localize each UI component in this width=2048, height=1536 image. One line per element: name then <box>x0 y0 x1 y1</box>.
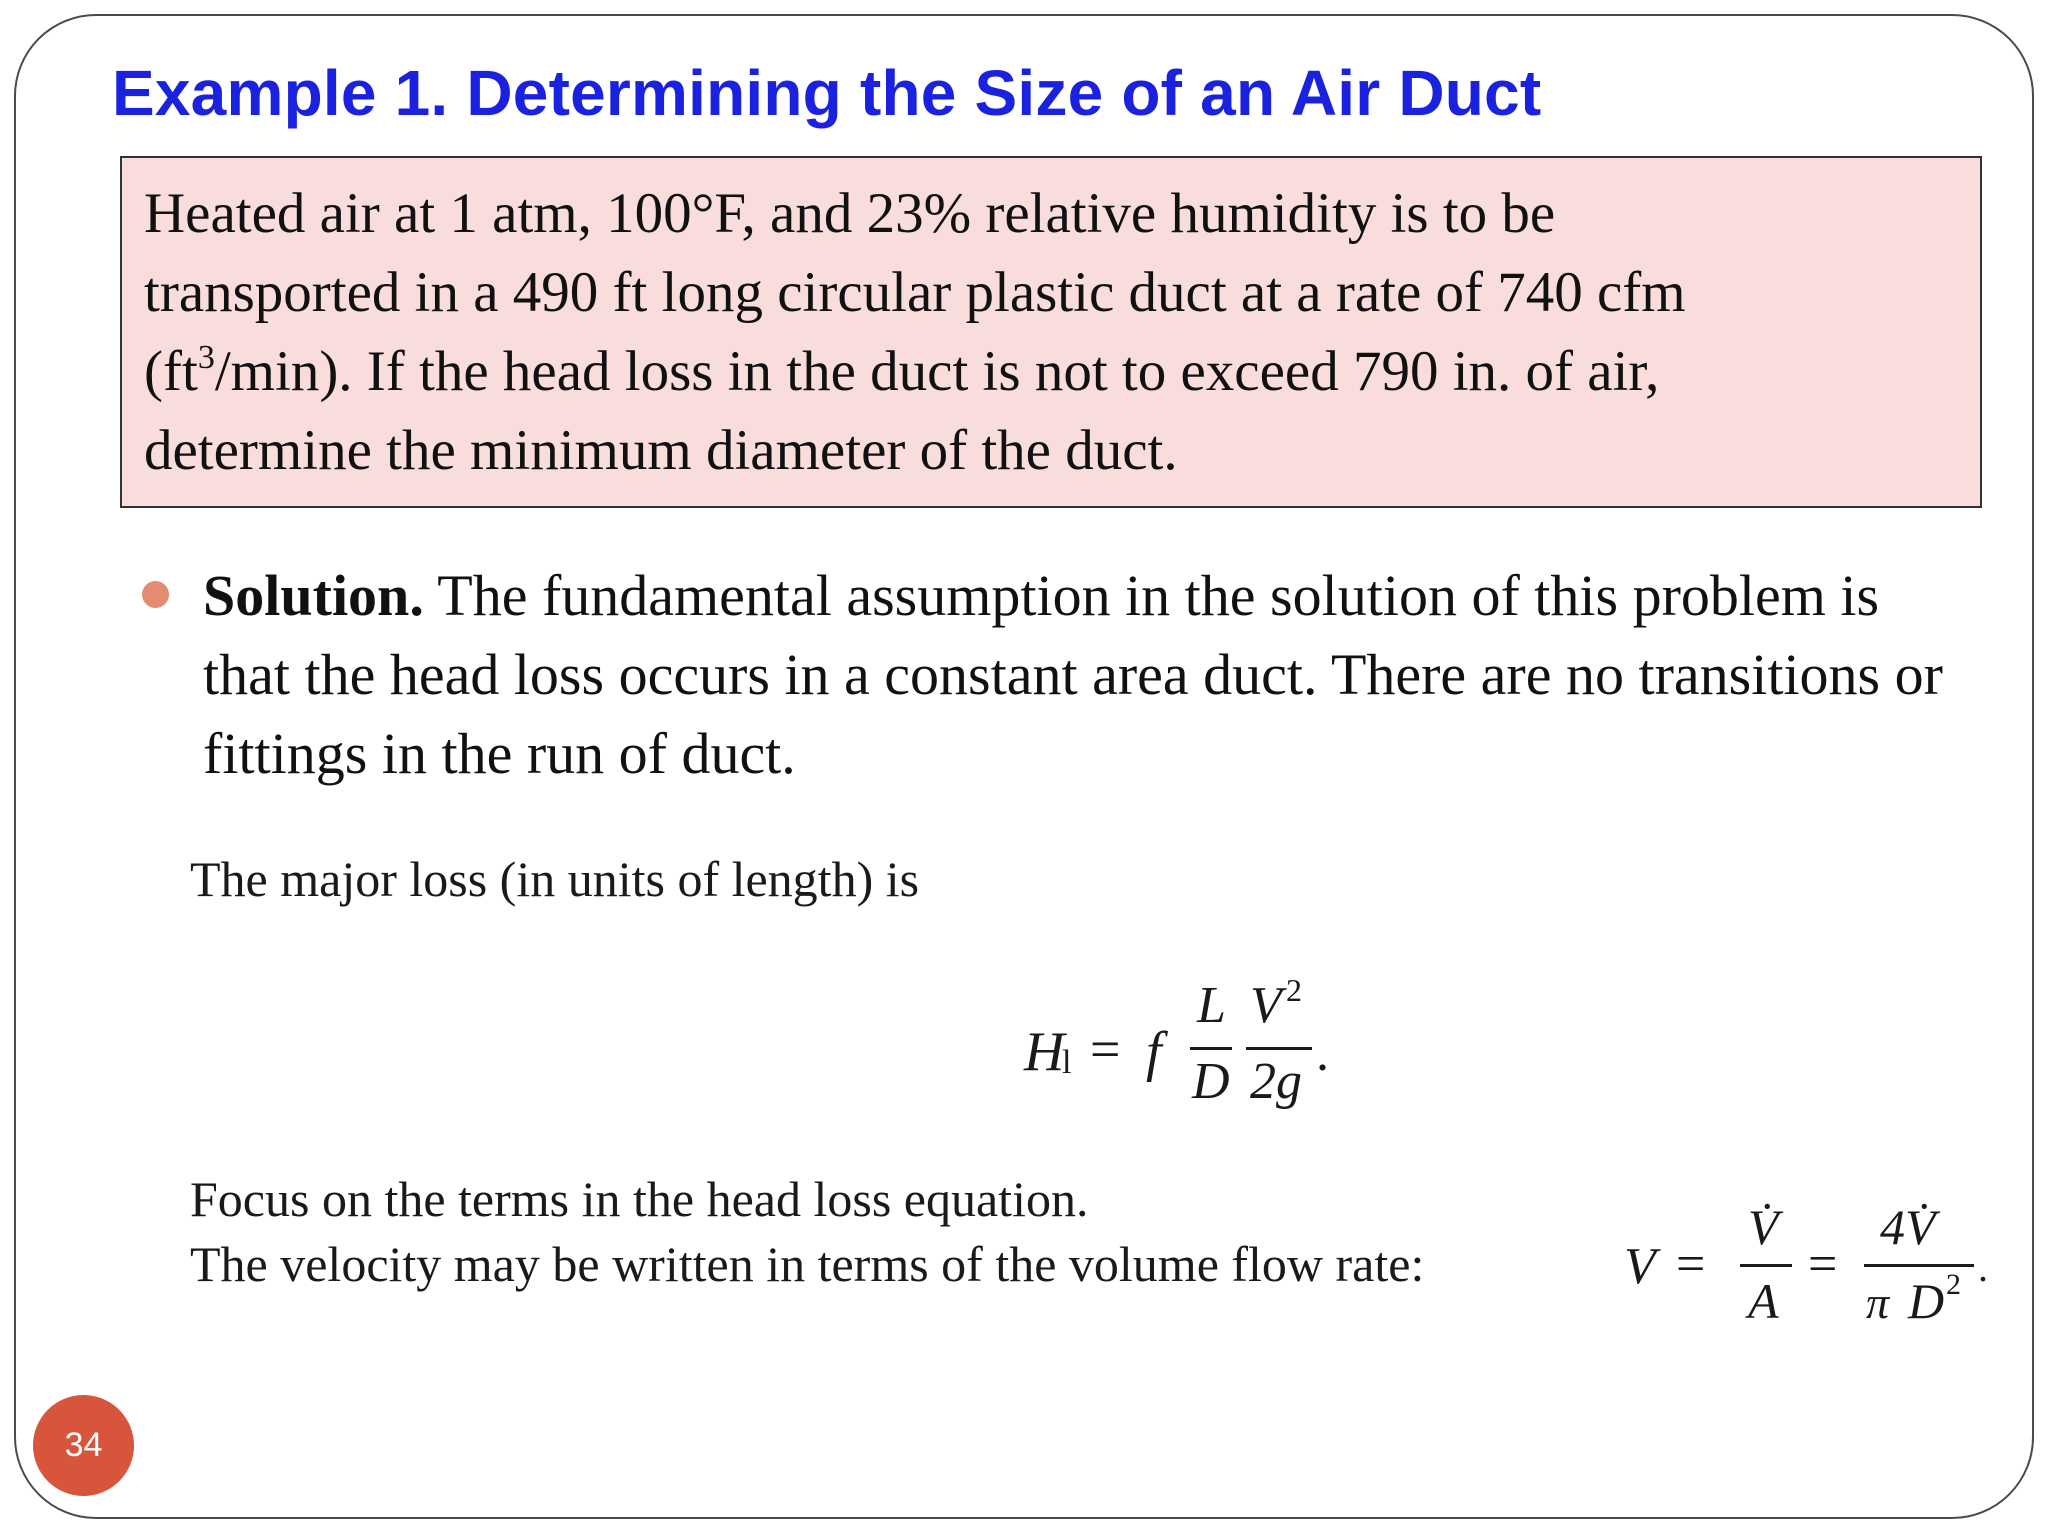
problem-statement-box <box>120 156 1982 508</box>
eq-v-frac2-num: 4V̇ <box>1880 1199 1936 1255</box>
solution-label: Solution. <box>203 563 424 628</box>
eq-v-frac2-bar <box>1864 1264 1974 1267</box>
problem-line-3-post: /min). If the head loss in the duct is not to exceed 790 in. of air, <box>214 340 1660 403</box>
eq-hl-f: f <box>1146 1021 1162 1083</box>
eq-v-frac1-num: V̇ <box>1748 1199 1779 1255</box>
eq-hl-equals: = <box>1090 1019 1121 1079</box>
eq-hl-frac1-bar <box>1190 1047 1232 1050</box>
major-loss-intro: The major loss (in units of length) is <box>190 851 920 907</box>
eq-v-frac1-den: A <box>1748 1273 1779 1329</box>
focus-text: Focus on the terms in the head loss equation. <box>190 1171 1089 1227</box>
eq-v-frac2-den-d: D <box>1908 1273 1945 1329</box>
bullet-icon <box>142 581 169 608</box>
velocity-text: The velocity may be written in terms of the volume flow rate: <box>190 1236 1425 1292</box>
eq-v-frac2-den-pi: π <box>1866 1277 1890 1328</box>
eq-hl-lhs-sub: l <box>1062 1044 1072 1081</box>
problem-superscript: 3 <box>197 339 215 376</box>
solution-paragraph <box>203 556 1963 793</box>
problem-line-3-pre: (ft <box>144 340 198 403</box>
problem-line-4: determine the minimum diameter of the duct. <box>144 419 1178 482</box>
eq-hl-period: . <box>1316 1025 1329 1082</box>
eq-v-lhs: V <box>1624 1238 1656 1295</box>
eq-v-period: . <box>1978 1245 1988 1290</box>
eq-hl-lhs: H <box>1024 1021 1065 1083</box>
eq-v-frac2-den-sup: 2 <box>1946 1268 1961 1301</box>
eq-hl-frac1-num: L <box>1197 977 1226 1034</box>
slide-title: Example 1. Determining the Size of an Air Duct <box>112 57 1542 129</box>
eq-hl-frac2-num: V <box>1250 977 1282 1034</box>
problem-line-1: Heated air at 1 atm, 100°F, and 23% relative humidity is to be <box>144 182 1556 245</box>
eq-hl-frac2-bar <box>1246 1047 1312 1050</box>
solution-text: The fundamental assumption in the solution of this problem is that the head loss occurs in a constant area duct. There are no transitions or fittings in the run of duct. <box>203 563 1943 786</box>
eq-hl-frac1-den: D <box>1192 1053 1230 1110</box>
page-number-badge: 34 <box>33 1395 134 1496</box>
eq-hl-frac2-num-sup: 2 <box>1286 972 1302 1008</box>
eq-v-frac1-bar <box>1740 1264 1792 1267</box>
eq-v-equals-1: = <box>1676 1236 1706 1293</box>
eq-v-equals-2: = <box>1808 1236 1838 1293</box>
problem-line-2: transported in a 490 ft long circular plastic duct at a rate of 740 cfm <box>144 261 1686 324</box>
eq-hl-frac2-den: 2g <box>1250 1053 1302 1110</box>
problem-line-3 <box>144 332 1960 411</box>
